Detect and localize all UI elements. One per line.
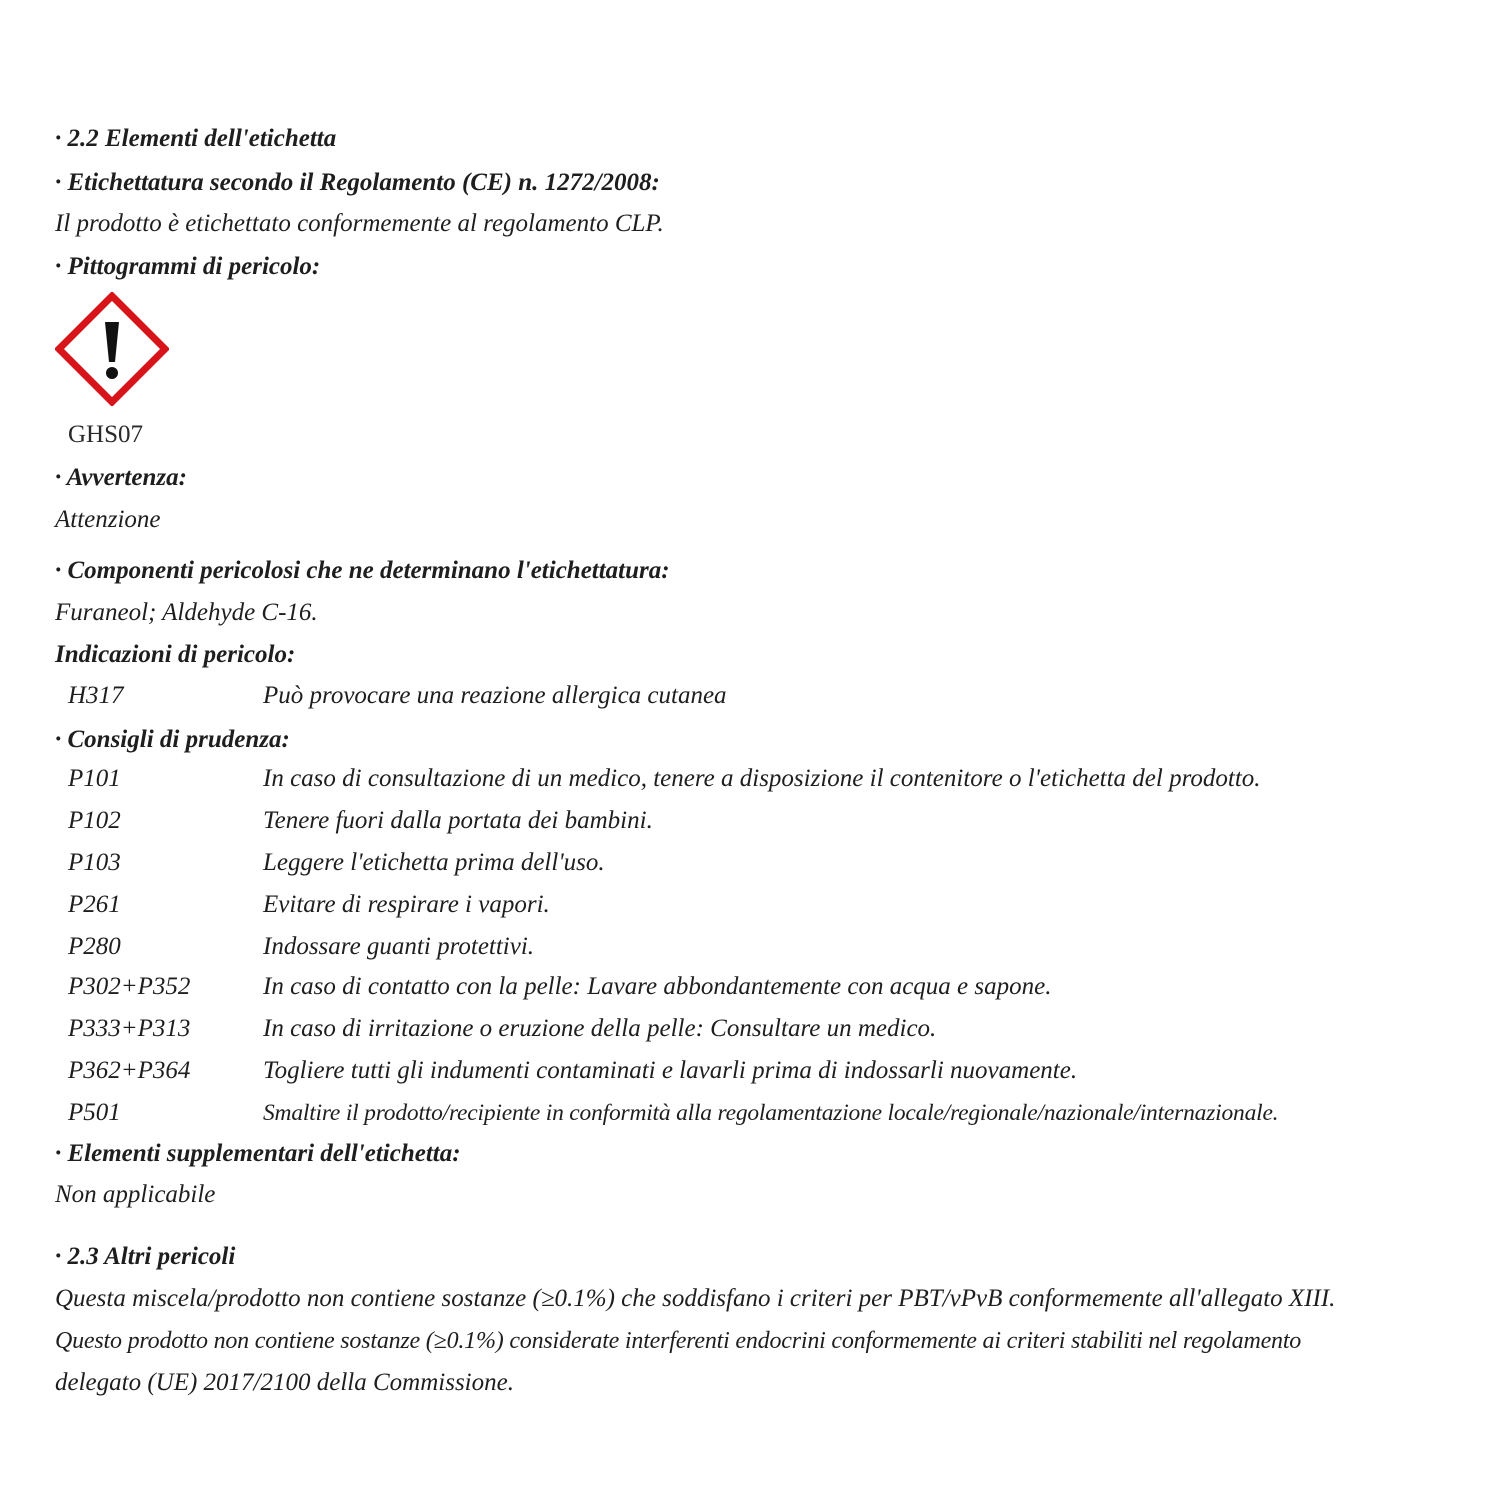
statement-text: Può provocare una reazione allergica cutanea — [263, 682, 727, 709]
pictograms-heading: · Pittogrammi di pericolo: — [55, 253, 321, 280]
statement-code: P362+P364 — [68, 1057, 191, 1084]
labelling-text: Il prodotto è etichettato conformemente al regolamento CLP. — [55, 210, 664, 237]
hazard-statement-row — [0, 681, 1500, 711]
statement-text: Indossare guanti protettivi. — [263, 933, 535, 960]
other-hazards-line-3: delegato (UE) 2017/2100 della Commissione. — [55, 1369, 514, 1396]
precautionary-statement-row — [0, 806, 1500, 836]
statement-text: Smaltire il prodotto/recipiente in conformità alla regolamentazione locale/regionale/nazionale/internazionale. — [263, 1100, 1279, 1126]
other-hazards-line-2: Questo prodotto non contiene sostanze (≥0.1%) considerate interferenti endocrini conformemente ai criteri stabiliti nel regolamento — [55, 1328, 1302, 1354]
signal-word-heading: · Avvertenza: — [55, 464, 187, 491]
statement-text: Leggere l'etichetta prima dell'uso. — [263, 849, 605, 876]
hazardous-components: Furaneol; Aldehyde C-16. — [55, 599, 318, 626]
statement-code: P261 — [68, 891, 121, 918]
precautionary-statement-row — [0, 848, 1500, 878]
exclamation-mark-hazard-icon — [55, 292, 169, 406]
precautionary-statement-row — [0, 1098, 1500, 1128]
precautionary-statement-row — [0, 890, 1500, 920]
statement-code: P102 — [68, 807, 121, 834]
ghs-code-label: GHS07 — [68, 421, 144, 448]
statement-text: Evitare di respirare i vapori. — [263, 891, 550, 918]
supplementary-heading: · Elementi supplementari dell'etichetta: — [55, 1140, 461, 1167]
precautionary-heading: · Consigli di prudenza: — [55, 726, 290, 753]
statement-code: P333+P313 — [68, 1015, 191, 1042]
section-2-3-title: · 2.3 Altri pericoli — [55, 1243, 236, 1270]
statement-text: In caso di consultazione di un medico, tenere a disposizione il contenitore o l'etichetta del prodotto. — [263, 765, 1261, 792]
statement-code: P101 — [68, 765, 121, 792]
labelling-heading: · Etichettatura secondo il Regolamento (CE) n. 1272/2008: — [55, 169, 660, 196]
statement-code: P501 — [68, 1099, 121, 1126]
hazard-statements-heading: Indicazioni di pericolo: — [55, 641, 296, 668]
precautionary-statement-row — [0, 932, 1500, 962]
supplementary-text: Non applicabile — [55, 1181, 216, 1208]
precautionary-statement-row — [0, 1014, 1500, 1044]
statement-text: Tenere fuori dalla portata dei bambini. — [263, 807, 653, 834]
statement-code: P302+P352 — [68, 973, 191, 1000]
precautionary-statement-row — [0, 972, 1500, 1002]
statement-code: P103 — [68, 849, 121, 876]
signal-word: Attenzione — [55, 506, 161, 533]
statement-text: Togliere tutti gli indumenti contaminati e lavarli prima di indossarli nuovamente. — [263, 1057, 1078, 1084]
other-hazards-line-1: Questa miscela/prodotto non contiene sostanze (≥0.1%) che soddisfano i criteri per PBT/vPvB conformemente all'allegato XIII. — [55, 1285, 1336, 1312]
hazardous-components-heading: · Componenti pericolosi che ne determinano l'etichettatura: — [55, 557, 670, 584]
statement-code: H317 — [68, 682, 124, 709]
precautionary-statement-row — [0, 764, 1500, 794]
section-2-2-title: · 2.2 Elementi dell'etichetta — [55, 125, 337, 152]
precautionary-statement-row — [0, 1056, 1500, 1086]
statement-code: P280 — [68, 933, 121, 960]
statement-text: In caso di irritazione o eruzione della pelle: Consultare un medico. — [263, 1015, 937, 1042]
statement-text: In caso di contatto con la pelle: Lavare abbondantemente con acqua e sapone. — [263, 973, 1052, 1000]
